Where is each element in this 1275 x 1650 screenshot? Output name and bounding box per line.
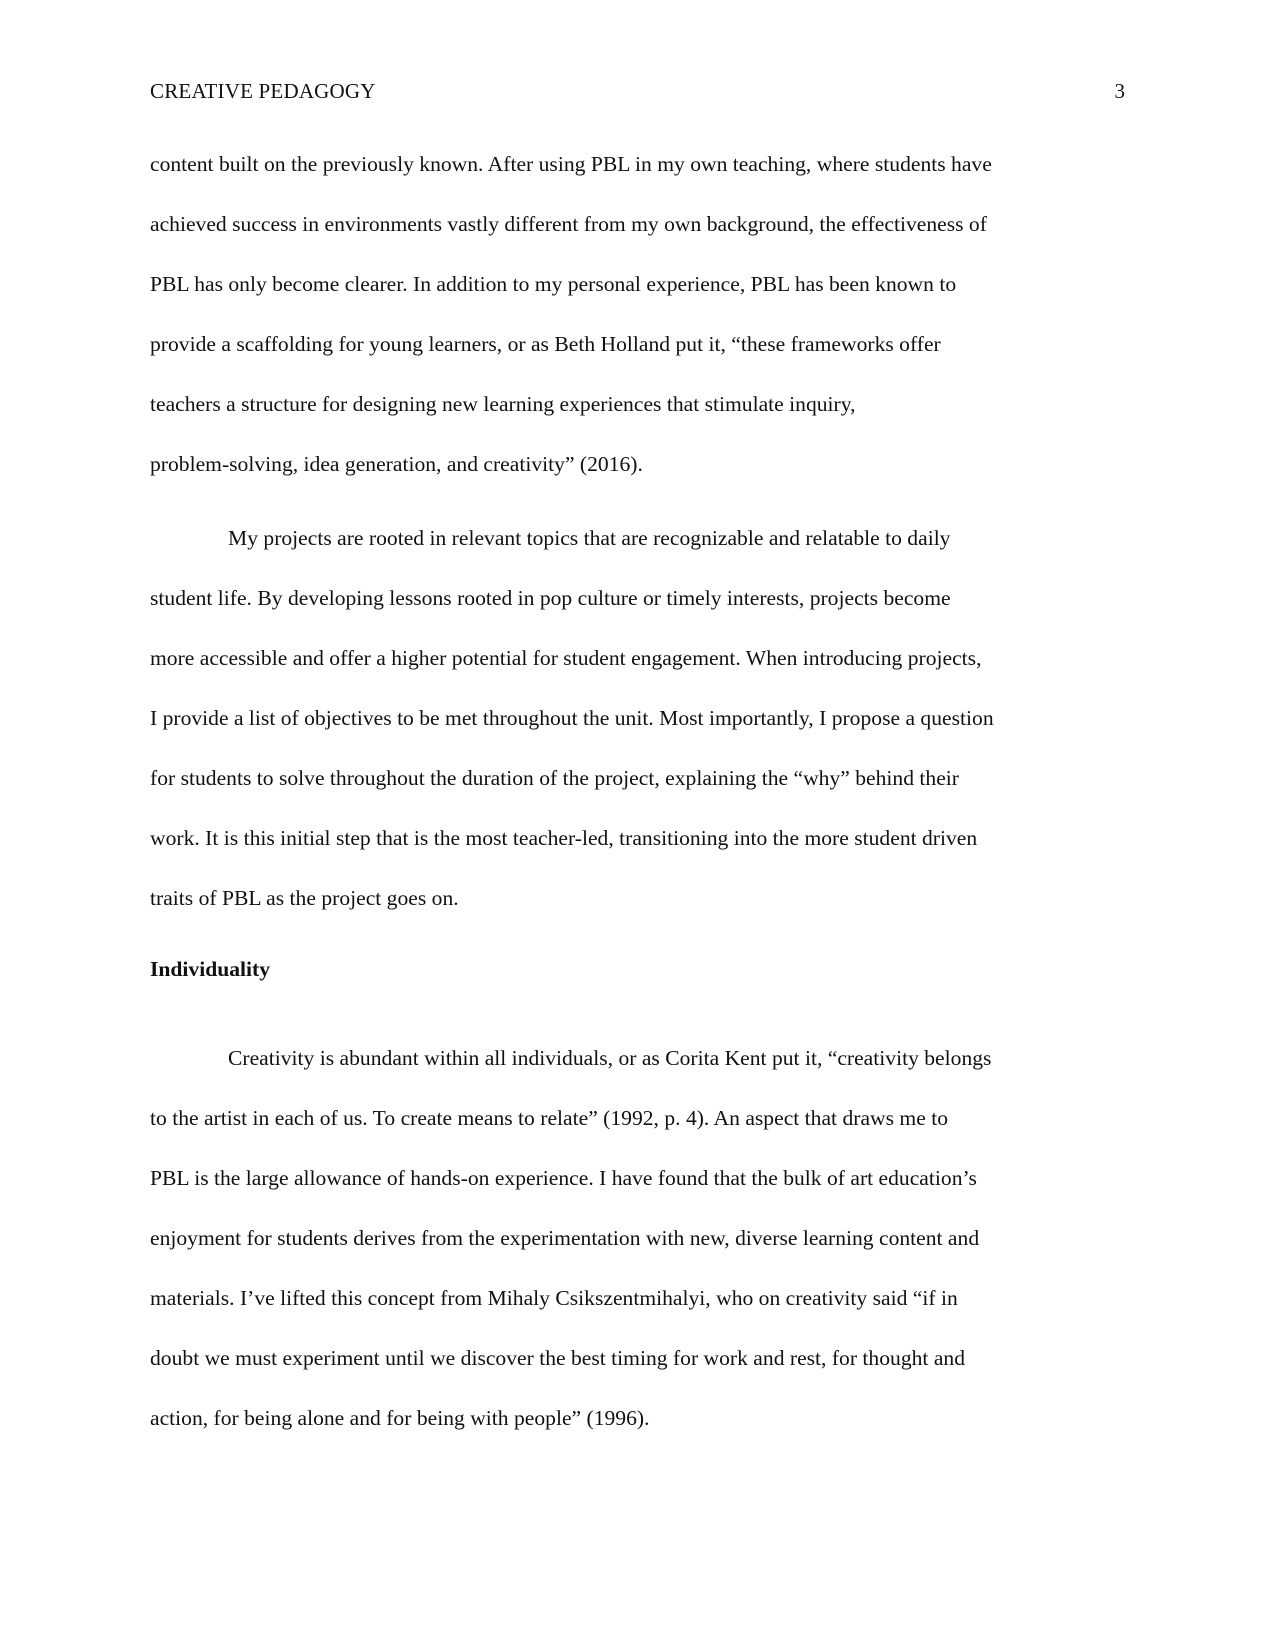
paragraph-line: work. It is this initial step that is the most teacher-led, transitioning into the more student driven <box>150 826 978 850</box>
paragraph-line: PBL has only become clearer. In addition to my personal experience, PBL has been known to <box>150 272 957 296</box>
paragraph-line: traits of PBL as the project goes on. <box>150 886 459 910</box>
paragraph-line: Creativity is abundant within all individuals, or as Corita Kent put it, “creativity belongs <box>228 1046 992 1070</box>
paragraph-line: content built on the previously known. After using PBL in my own teaching, where students have <box>150 152 992 176</box>
paragraph-line: My projects are rooted in relevant topics that are recognizable and relatable to daily <box>228 526 951 550</box>
section-heading: Individuality <box>150 957 271 981</box>
paragraph-line: provide a scaffolding for young learners, or as Beth Holland put it, “these frameworks offer <box>150 332 941 356</box>
paragraph-line: more accessible and offer a higher potential for student engagement. When introducing projects, <box>150 646 982 670</box>
paragraph-line: for students to solve throughout the duration of the project, explaining the “why” behind their <box>150 766 959 790</box>
paragraph-line: problem-solving, idea generation, and creativity” (2016). <box>150 452 643 476</box>
paragraph-3 <box>150 1028 1125 1448</box>
paragraph-line: materials. I’ve lifted this concept from Mihaly Csikszentmihalyi, who on creativity said “if in <box>150 1286 958 1310</box>
paragraph-line: to the artist in each of us. To create means to relate” (1992, p. 4). An aspect that draws me to <box>150 1106 948 1130</box>
paragraph-line: teachers a structure for designing new learning experiences that stimulate inquiry, <box>150 392 856 416</box>
paragraph-line: doubt we must experiment until we discover the best timing for work and rest, for thought and <box>150 1346 965 1370</box>
page-number: 3 <box>1114 79 1125 103</box>
running-title: CREATIVE PEDAGOGY <box>150 79 376 103</box>
paragraph-line: I provide a list of objectives to be met throughout the unit. Most importantly, I propose a question <box>150 706 994 730</box>
running-head <box>150 76 1125 106</box>
paragraph-line: achieved success in environments vastly different from my own background, the effectiveness of <box>150 212 987 236</box>
paragraph-line: student life. By developing lessons rooted in pop culture or timely interests, projects become <box>150 586 951 610</box>
paragraph-line: action, for being alone and for being with people” (1996). <box>150 1406 650 1430</box>
paragraph-1 <box>150 134 1125 494</box>
paragraph-line: PBL is the large allowance of hands-on experience. I have found that the bulk of art education’s <box>150 1166 977 1190</box>
paragraph-2 <box>150 508 1125 928</box>
paragraph-line: enjoyment for students derives from the experimentation with new, diverse learning content and <box>150 1226 980 1250</box>
